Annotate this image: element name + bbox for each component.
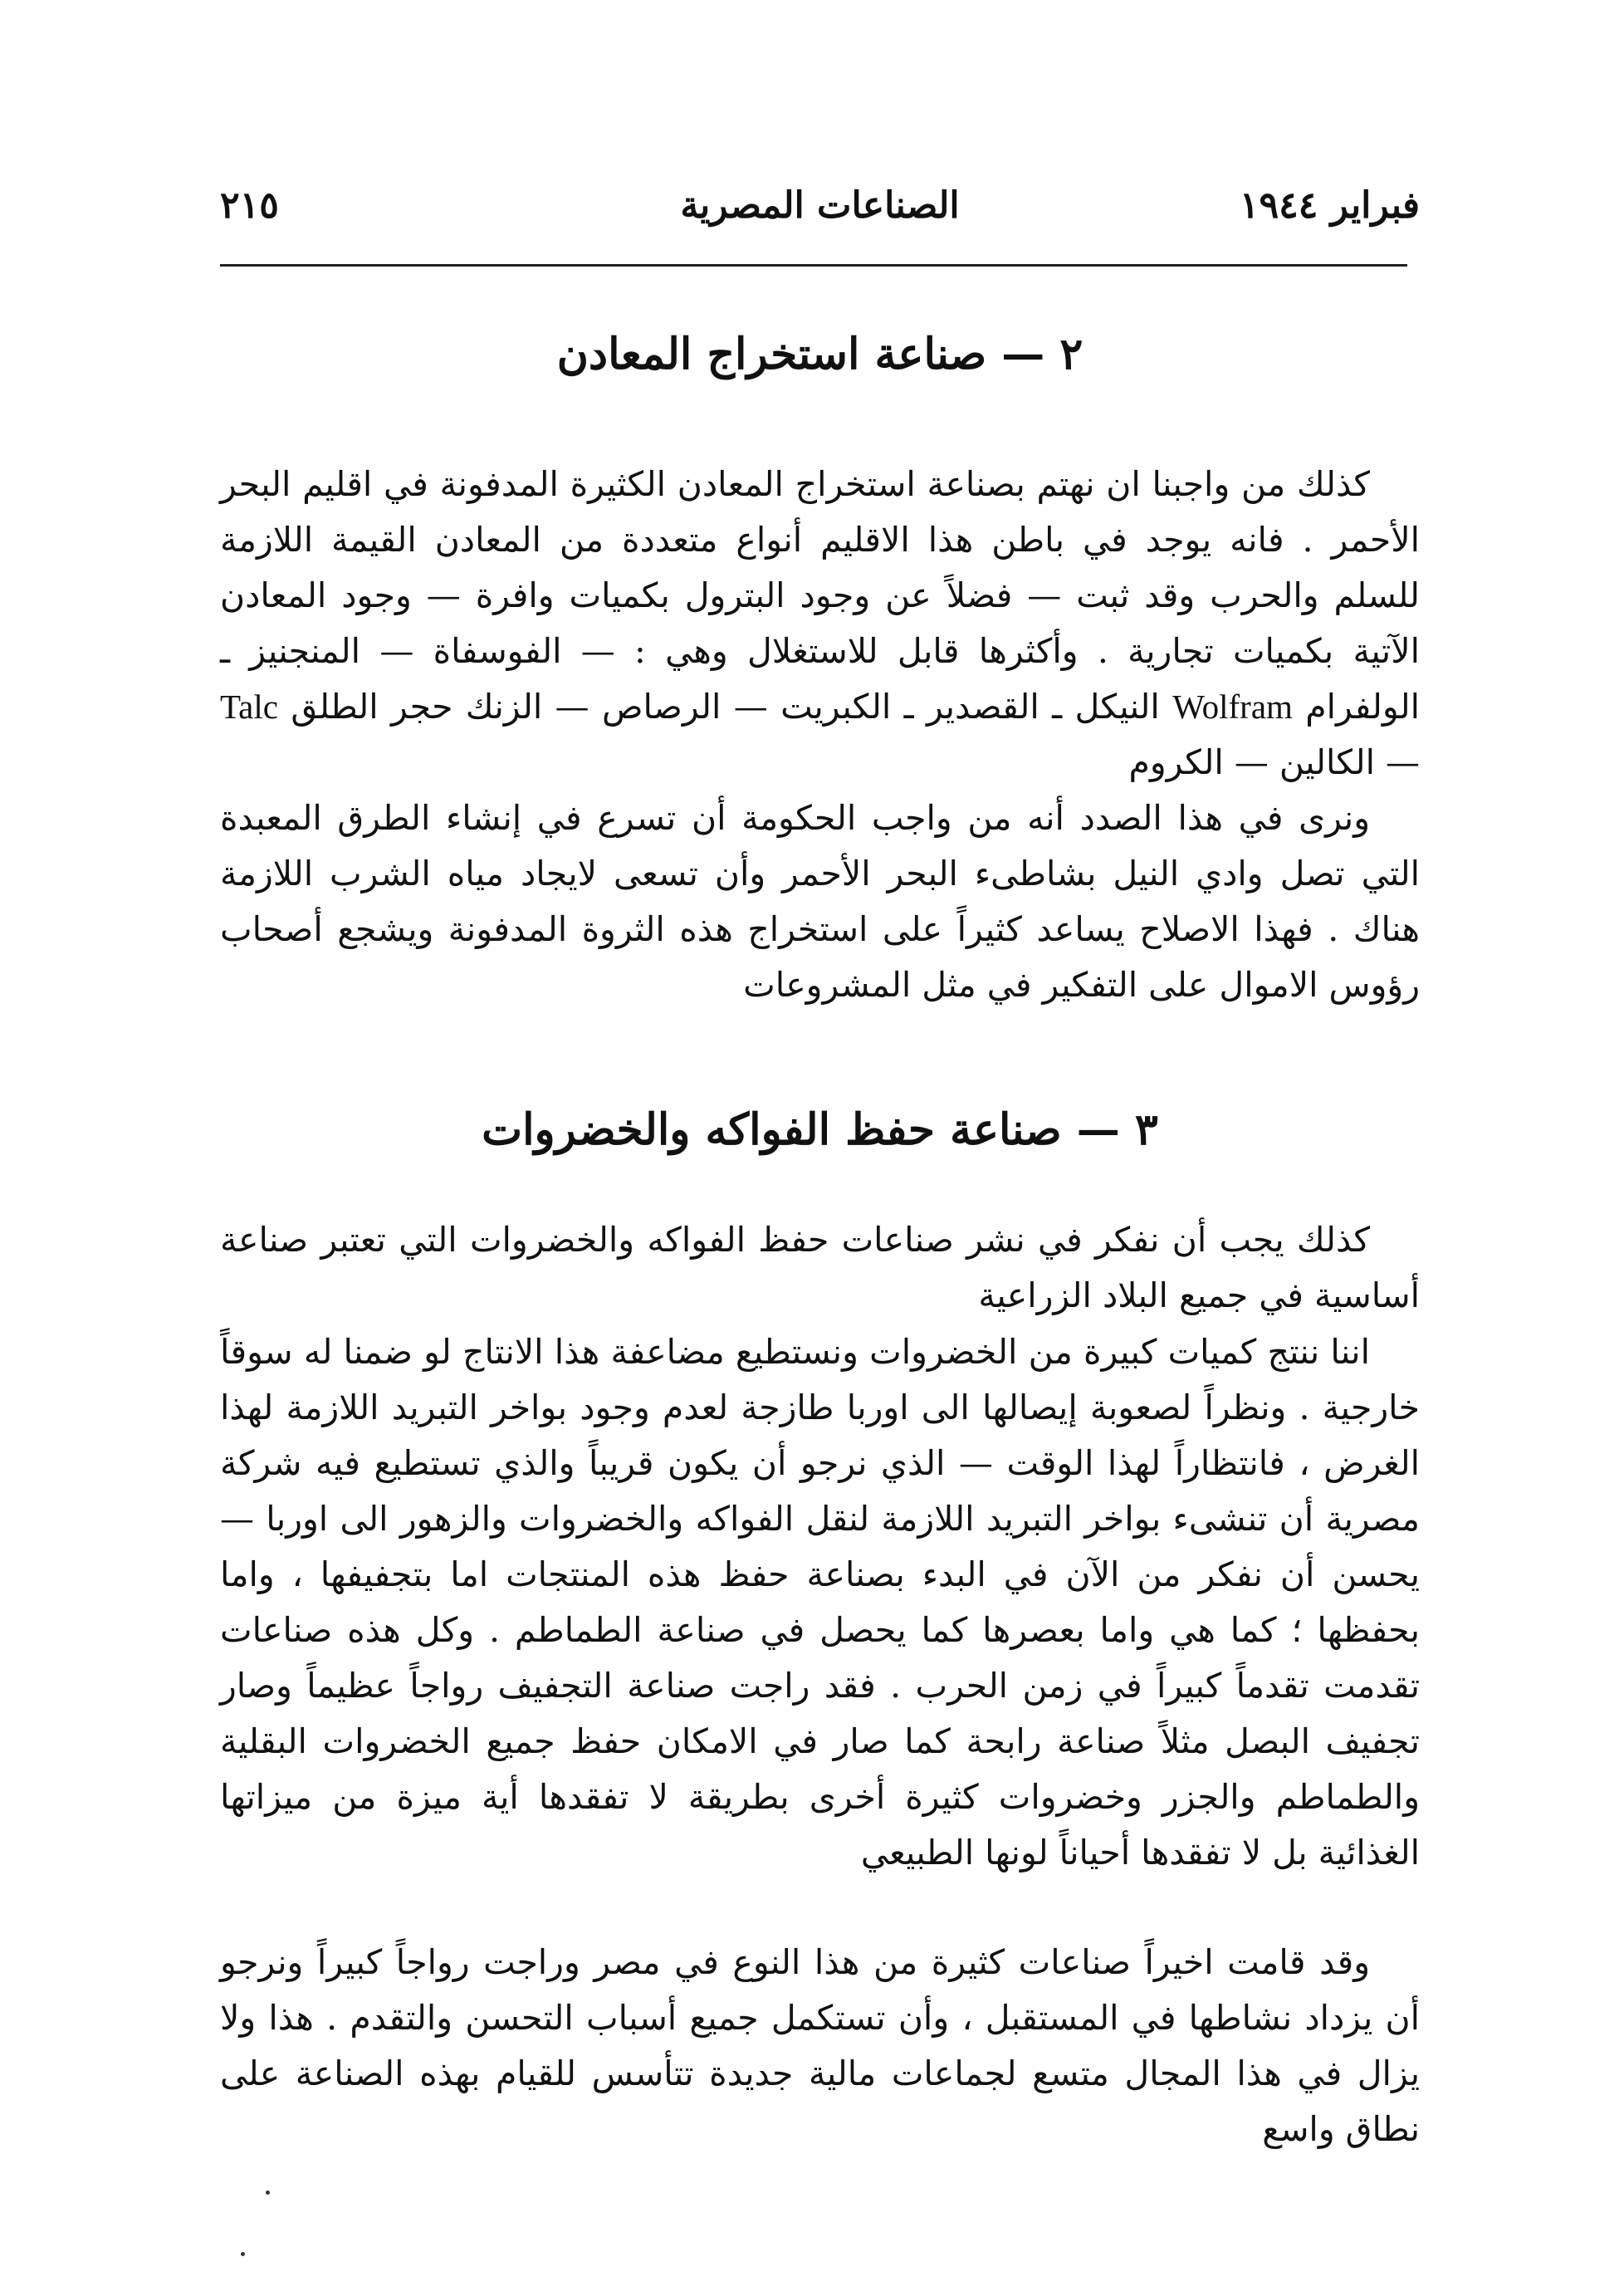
issue-date: فبراير ١٩٤٤ bbox=[1239, 184, 1420, 227]
paragraph-mining-minerals bbox=[220, 457, 1420, 791]
section-heading-mining: ٢ — صناعة استخراج المعادن bbox=[556, 329, 1083, 379]
paragraph-text: النيكل ـ القصدير ـ الكبريت — الرصاص — الزنك حجر الطلق bbox=[291, 687, 1160, 727]
section-heading-food-preservation: ٣ — صناعة حفظ الفواكه والخضروات bbox=[482, 1104, 1158, 1155]
latin-term-talc: Talc bbox=[220, 688, 278, 726]
latin-term-wolfram: Wolfram bbox=[1172, 688, 1293, 726]
running-header bbox=[220, 184, 1420, 242]
paragraph-text: كذلك من واجبنا ان نهتم بصناعة استخراج المعادن الكثيرة المدفونة في اقليم البحر الأحمر . فانه يوجد في باطن هذا الاقليم أنواع متعددة من المعادن القيمة اللازمة للسلم والحرب وقد ثبت — فضلاً عن وجود البترول بكميات وافرة — وجود المعادن الآتية بكميات تجارية . وأكثرها قابل للاستغلال وهي : — الفوسفاة — المنجنيز ـ الولفرام bbox=[220, 464, 1420, 727]
paragraph-text: — الكالين — الكروم bbox=[1128, 742, 1420, 782]
paragraph-preservation-intro: كذلك يجب أن نفكر في نشر صناعات حفظ الفواكه والخضروات التي تعتبر صناعة أساسية في جميع البلاد الزراعية bbox=[220, 1220, 1420, 1315]
paragraph-preservation-outlook: وقد قامت اخيراً صناعات كثيرة من هذا النوع في مصر وراجت رواجاً كبيراً ونرجو أن يزداد نشاطها في المستقبل ، وأن تستكمل جميع أسباب التحسن والتقدم . هذا ولا يزال في هذا المجال متسع لجماعات مالية جديدة تتأسس للقيام بهذه الصناعة على نطاق واسع bbox=[220, 1942, 1420, 2149]
paragraph-preservation-export: اننا ننتج كميات كبيرة من الخضروات ونستطيع مضاعفة هذا الانتاج لو ضمنا له سوقاً خارجية . ونظراً لصعوبة إيصالها الى اوربا طازجة لعدم وجود بواخر التبريد اللازمة لهذا الغرض ، فانتظاراً لهذا الوقت — الذي نرجو أن يكون قريباً والذي تستطيع فيه شركة مصرية أن تنشىء بواخر التبريد اللازمة لنقل الفواكه والخضروات والزهور الى اوربا — يحسن أن نفكر من الآن في البدء بصناعة حفظ هذه المنتجات اما بتجفيفها ، واما بحفظها ؛ كما هي واما بعصرها كما يحصل في صناعة الطماطم . وكل هذه صناعات تقدمت تقدماً كبيراً في زمن الحرب . فقد راجت صناعة التجفيف رواجاً عظيماً وصار تجفيف البصل مثلاً صناعة رابحة كما صار في الامكان حفظ جميع الخضروات البقلية والطماطم والجزر وخضروات كثيرة أخرى بطريقة لا تفقدها أية ميزة من ميزاتها الغذائية بل لا تفقدها أحياناً لونها الطبيعي bbox=[220, 1332, 1420, 1872]
header-rule bbox=[220, 264, 1407, 267]
scan-speck bbox=[266, 2191, 270, 2195]
journal-title: الصناعات المصرية bbox=[680, 184, 960, 227]
paragraph-mining-roads: ونرى في هذا الصدد أنه من واجب الحكومة أن تسرع في إنشاء الطرق المعبدة التي تصل وادي النيل بشاطىء البحر الأحمر وأن تسعى لايجاد مياه الشرب اللازمة هناك . فهذا الاصلاح يساعد كثيراً على استخراج هذه الثروة المدفونة ويشجع أصحاب رؤوس الاموال على التفكير في مثل المشروعات bbox=[220, 798, 1420, 1005]
page-number: ٢١٥ bbox=[220, 184, 279, 227]
scan-speck bbox=[241, 2252, 245, 2256]
